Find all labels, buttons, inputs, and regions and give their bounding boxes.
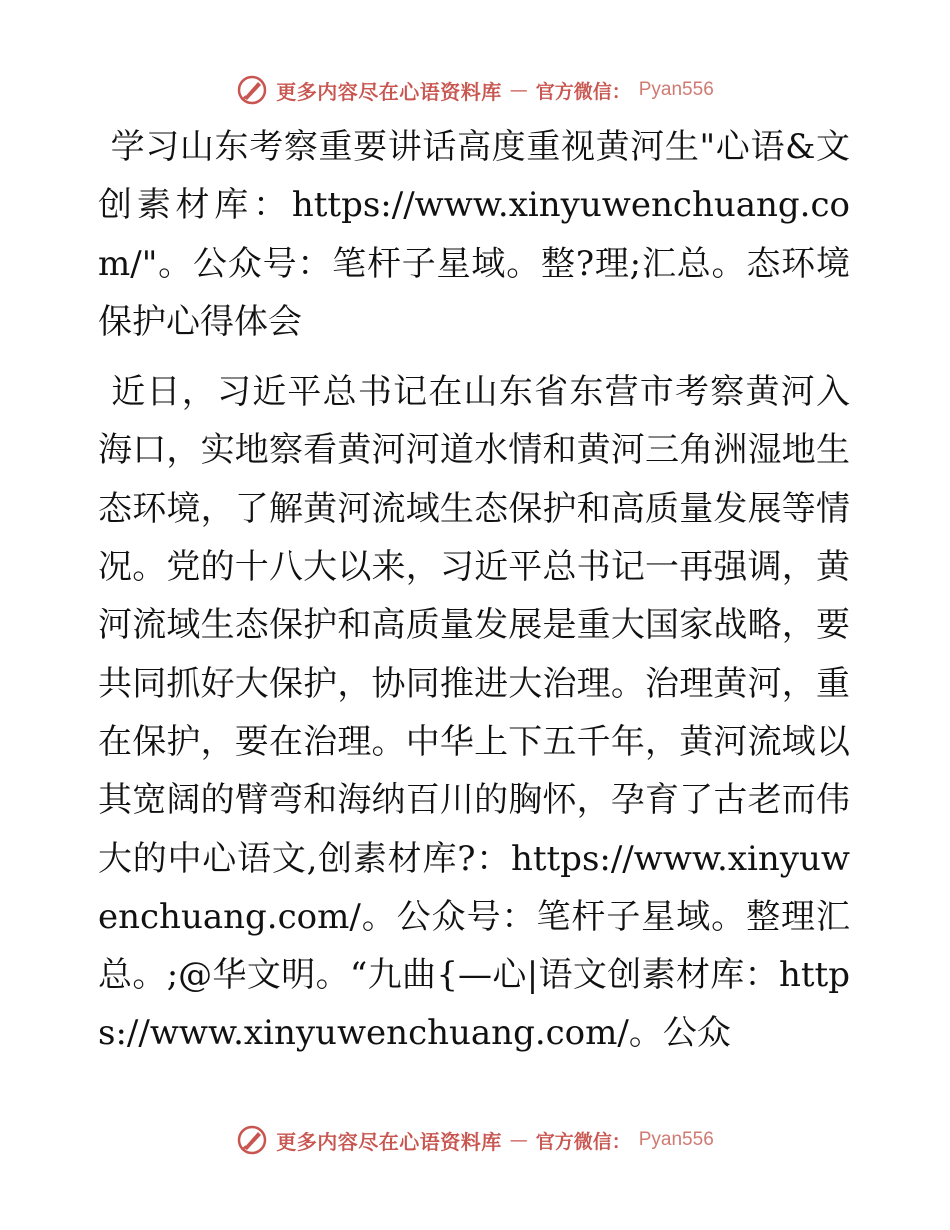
document-body (98, 118, 850, 1063)
footer-watermark (0, 1120, 950, 1160)
header-watermark (0, 70, 950, 110)
body-paragraph-text: 近日，习近平总书记在山东省东营市考察黄河入海口，实地察看黄河河道水情和黄河三角洲湿地生态环境，了解黄河流域生态保护和高质量发展等情况。党的十八大以来，习近平总书记一再强调，黄河流域生态保护和高质量发展是重大国家战略，要共同抓好大保护，协同推进大治理。治理黄河，重在保护，要在治理。中华上下五千年，黄河流域以其宽阔的臂弯和海纳百川的胸怀，孕育了古老而伟大的中心语文,创素材库?：https://www.xinyuwenchuang.com/。公众号：笔杆子星域。整理汇总。;@华文明。“九曲{—心|语文创素材库：https://www.xinyuwenchuang.com/。公众 (98, 372, 850, 1054)
watermark-dash: — (509, 79, 528, 101)
feather-pen-circle-icon (236, 74, 268, 106)
title-paragraph-text: 学习山东考察重要讲话高度重视黄河生"心语&文创素材库：https://www.xinyuwenchuang.com/"。公众号：笔杆子星域。整?理;汇总。态环境保护心得体会 (98, 127, 850, 342)
title-paragraph (98, 118, 850, 351)
watermark-brand: 更多内容尽在心语资料库 (276, 79, 502, 104)
watermark-wechat-label: 官方微信： (535, 1130, 631, 1153)
watermark-wechat-id: Pyan556 (638, 1129, 714, 1150)
watermark-wechat-label: 官方微信： (535, 80, 631, 103)
watermark-brand: 更多内容尽在心语资料库 (276, 1129, 502, 1154)
feather-pen-circle-icon (236, 1124, 268, 1156)
watermark-wechat-id: Pyan556 (638, 79, 714, 100)
body-paragraph (98, 363, 850, 1063)
watermark-dash: — (509, 1129, 528, 1151)
